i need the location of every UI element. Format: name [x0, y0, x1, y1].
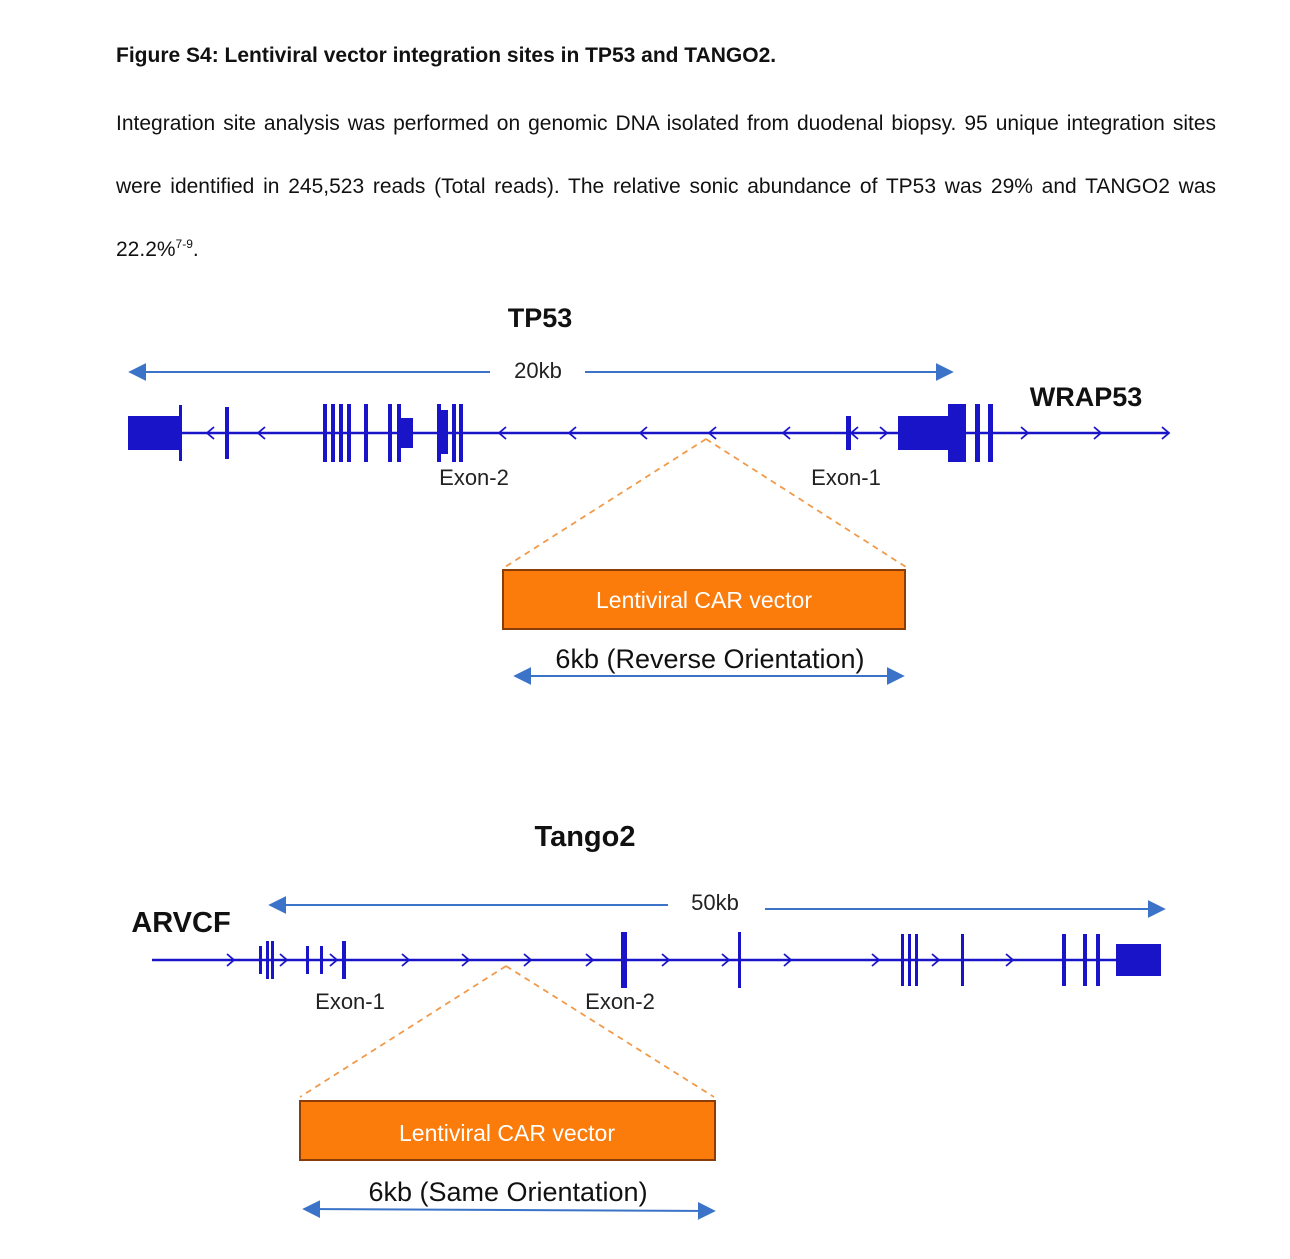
figure-title: Figure S4: Lentiviral vector integration sites in TP53 and TANGO2. — [116, 44, 777, 67]
tp53-insertion-line-right — [706, 439, 906, 567]
tp53-gene-label: TP53 — [507, 303, 573, 333]
caption-text: Integration site analysis was performed on genomic DNA isolated from duodenal biopsy. 95 unique integration sites were identified in 245,523 reads (Total reads). The relative sonic abundance of TP53 was 29% and TANGO2 was 22.2% — [116, 112, 1216, 261]
tango2-exon2-label: Exon-2 — [585, 989, 655, 1014]
tp53-exon2-label: Exon-2 — [439, 465, 509, 490]
tango2-orientation-arrow — [304, 1209, 714, 1211]
tp53-insertion-line-left — [505, 439, 706, 567]
tango2-panel — [131, 821, 1164, 1211]
tango2-vector-label: Lentiviral CAR vector — [398, 1120, 616, 1146]
tango2-orientation-label: 6kb (Same Orientation) — [368, 1177, 648, 1207]
citation-superscript: 7-9 — [175, 237, 193, 251]
tango2-insertion-line-left — [300, 966, 506, 1097]
tango2-gene-structure — [152, 932, 1161, 988]
tp53-vector-label: Lentiviral CAR vector — [595, 587, 813, 613]
tango2-exon1-label: Exon-1 — [315, 989, 385, 1014]
tango2-gene-label: Tango2 — [534, 821, 636, 853]
caption-end: . — [192, 238, 199, 261]
tango2-insertion-line-right — [506, 966, 714, 1097]
tp53-panel — [128, 303, 1169, 676]
tango2-span-label: 50kb — [691, 890, 739, 915]
tp53-orientation-label: 6kb (Reverse Orientation) — [555, 644, 865, 674]
tp53-exon1-label: Exon-1 — [811, 465, 881, 490]
tp53-gene-structure — [128, 404, 1169, 462]
wrap53-gene-label: WRAP53 — [1029, 382, 1143, 412]
tp53-span-label: 20kb — [514, 358, 562, 383]
arvcf-gene-label: ARVCF — [131, 907, 231, 939]
